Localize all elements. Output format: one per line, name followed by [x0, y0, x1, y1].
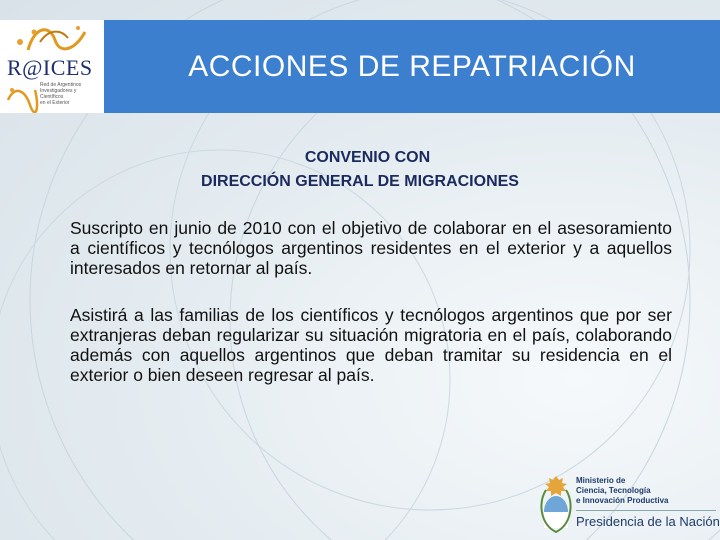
logo-text: R@ICES [7, 55, 93, 80]
subtitle-line-1: CONVENIO CON [304, 149, 431, 166]
logo-tagline: Red de Argentinos Investigadores y Científicos en el Exterior [40, 82, 82, 106]
paragraph-2: Asistirá a las familias de los científicos y tecnólogos argentinos que por ser extranjeras deban regularizar su situación migratoria en el país, colaborando además con aquellos argentinos que deban tramitar su residencia en el exterior o bien deseen regresar al país. [70, 305, 672, 385]
header [0, 20, 720, 113]
presidency-label: Presidencia de la Nación [576, 514, 720, 529]
subtitle-line-2: DIRECCIÓN GENERAL DE MIGRACIONES [201, 173, 519, 190]
paragraph-1: Suscripto en junio de 2010 con el objetivo de colaborar en el asesoramiento a científicos y tecnólogos argentinos residentes en el exterior y a aquellos interesados en retornar al país. [70, 218, 672, 278]
ministry-divider [576, 510, 716, 511]
raices-logo [0, 20, 104, 113]
title-bar [104, 20, 720, 113]
page-title: ACCIONES DE REPATRIACIÓN [188, 49, 636, 83]
coat-of-arms-icon [538, 472, 574, 534]
subtitle [0, 146, 720, 194]
ministry-name: Ministerio de Ciencia, Tecnología e Innovación Productiva [576, 476, 669, 505]
ministry-logo [536, 468, 720, 540]
